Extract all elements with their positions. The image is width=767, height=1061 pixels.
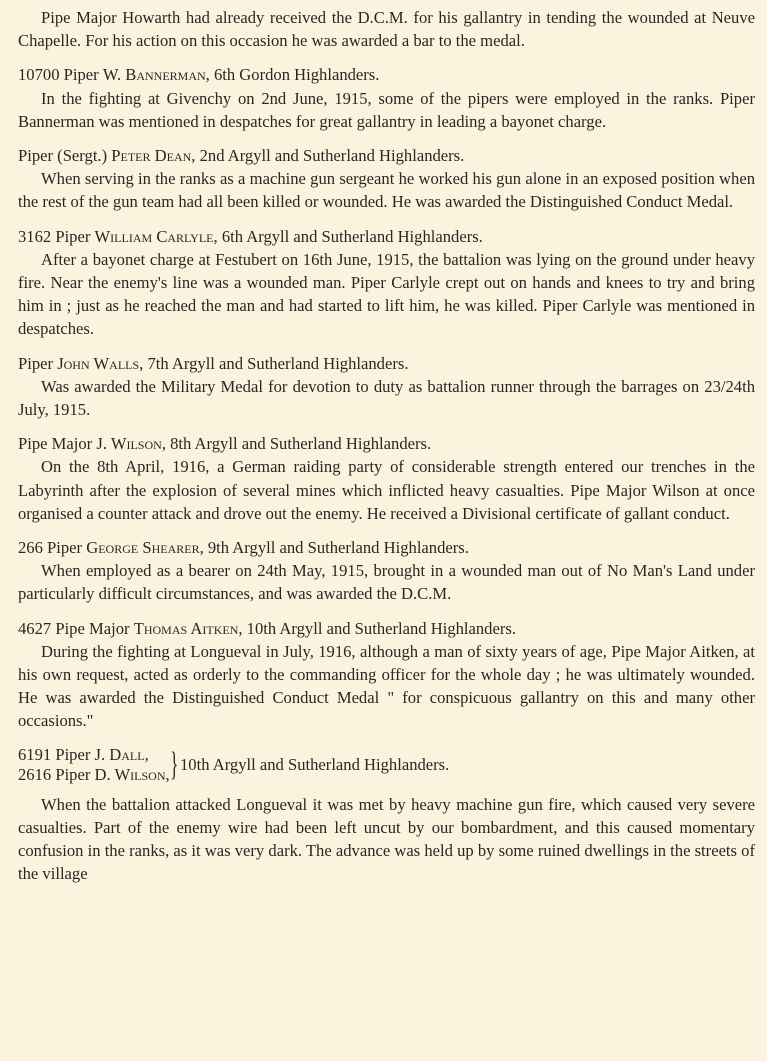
- document-page: [18, 6, 755, 886]
- entry-text: When serving in the ranks as a machine gun sergeant he worked his gun alone in an exposed position when the rest of the gun team had all been killed or wounded. He was awarded the Distinguished Conduct Medal.: [18, 169, 755, 212]
- award-entry: [18, 432, 755, 525]
- entry-heading: 10700 Piper W. Bannerman, 6th Gordon Highlanders.: [18, 65, 380, 85]
- soldier-name: George Shearer: [86, 538, 200, 558]
- entry-text: After a bayonet charge at Festubert on 16th June, 1915, the battalion was lying on the ground under heavy fire. Near the enemy's line was a wounded man. Piper Carlyle crept out on hands and knees to try and bring him in ; just as he reached the man and had started to lift him, he was killed. Piper Carlyle was mentioned in despatches.: [18, 249, 755, 339]
- entry-heading: Piper John Walls, 7th Argyll and Sutherland Highlanders.: [18, 353, 409, 373]
- award-entry: [18, 63, 755, 133]
- entry-heading: Piper (Sergt.) Peter Dean, 2nd Argyll and Sutherland Highlanders.: [18, 146, 465, 166]
- award-entry: [18, 225, 755, 341]
- pair-name-1: 6191 Piper J. Dall,: [18, 744, 149, 764]
- soldier-name: Peter Dean: [111, 146, 192, 166]
- entry-heading: 266 Piper George Shearer, 9th Argyll and Sutherland Highlanders.: [18, 538, 469, 558]
- entry-heading: 3162 Piper William Carlyle, 6th Argyll and Sutherland Highlanders.: [18, 226, 483, 246]
- award-entry: [18, 536, 755, 606]
- pair-name-2: 2616 Piper D. Wilson,: [18, 764, 170, 784]
- pair-unit: 10th Argyll and Sutherland Highlanders.: [179, 754, 450, 774]
- pair-entry-heading: [18, 745, 755, 785]
- soldier-name: William Carlyle: [94, 226, 214, 246]
- entry-text: In the fighting at Givenchy on 2nd June, 1915, some of the pipers were employed in the ranks. Piper Bannerman was mentioned in despatches for great gallantry in leading a bayonet charge.: [18, 88, 755, 131]
- entry-text: During the fighting at Longueval in July, 1916, although a man of sixty years of age, Pipe Major Aitken, at his own request, acted as orderly to the commanding officer for the whole day ; he was ultimately wounded. He was awarded the Distinguished Conduct Medal " for conspicuous gallantry on this and many other occasions.": [18, 641, 755, 731]
- soldier-name: John Walls: [57, 353, 140, 373]
- entry-text: Was awarded the Military Medal for devotion to duty as battalion runner through the barrages on 23/24th July, 1915.: [18, 376, 755, 420]
- soldier-name: Thomas Aitken: [133, 618, 239, 638]
- pair-entry-text: When the battalion attacked Longueval it was met by heavy machine gun fire, which caused very severe casualties. Part of the enemy wire had been left uncut by our bombardment, and this caused momentary confusion in the ranks, as it was very dark. The advance was held up by some ruined dwellings in the streets of the village: [18, 794, 755, 884]
- intro-paragraph: Pipe Major Howarth had already received the D.C.M. for his gallantry in tending the wounded at Neuve Chapelle. For his action on this occasion he was awarded a bar to the medal.: [18, 8, 755, 51]
- soldier-name: W. Bannerman: [102, 65, 206, 85]
- award-entry: [18, 144, 755, 214]
- entry-text: On the 8th April, 1916, a German raiding party of considerable strength entered our trenches in the Labyrinth after the explosion of several mines which inflicted heavy casualties. Pipe Major Wilson at once organised a counter attack and drove out the enemy. He received a Divisional certificate of gallant conduct.: [18, 457, 755, 523]
- entry-text: When employed as a bearer on 24th May, 1915, brought in a wounded man out of No Man's Land under particularly difficult circumstances, and was awarded the D.C.M.: [18, 561, 755, 604]
- award-entry: [18, 617, 755, 733]
- entry-heading: Pipe Major J. Wilson, 8th Argyll and Sutherland Highlanders.: [18, 434, 432, 454]
- brace: }: [169, 745, 178, 783]
- award-entry: [18, 352, 755, 422]
- entry-heading: 4627 Pipe Major Thomas Aitken, 10th Argyll and Sutherland Highlanders.: [18, 618, 516, 638]
- soldier-name: J. Wilson: [96, 434, 162, 454]
- award-entries: [18, 63, 755, 732]
